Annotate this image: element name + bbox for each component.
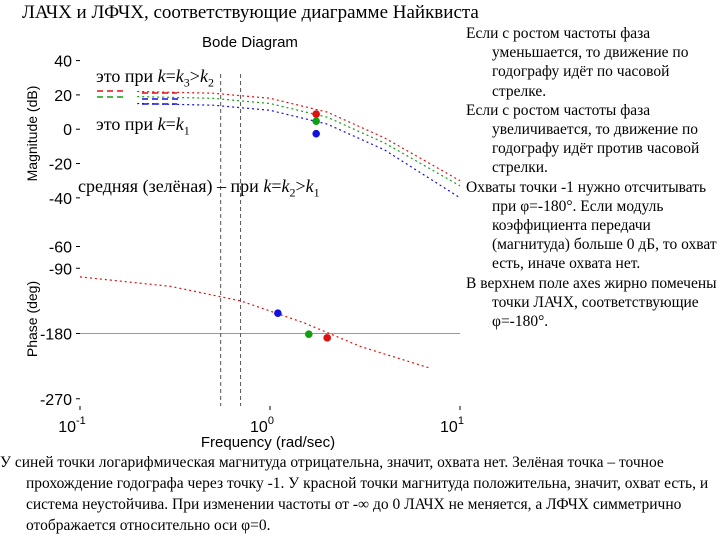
annotation-k1: это при $k=k_1$ bbox=[96, 114, 190, 138]
phase-curve bbox=[80, 277, 431, 368]
x-tick-label: $10^{-1}$ bbox=[58, 415, 86, 436]
mag-tick-label: 0 bbox=[63, 122, 72, 140]
note-encirclement: Охваты точки -1 нужно отсчитывать при φ=-180°. Если модуль коэффициента передачи (магнитуда) больше 0 дБ, то охват есть, иначе охвата нет. bbox=[466, 178, 717, 273]
note-summary: У синей точки логарифмическая магнитуда отрицательна, значит, охвата нет. Зелёная точка – точное прохождение годографа через точку -1. У красной точки магнитуда положительна, значит, охват есть, и система неустойчива. При изменении частоты от -∞ до 0 ЛАЧХ не меняется, а ЛФЧХ симметрично отображается относительно оси φ=0. bbox=[0, 454, 709, 534]
note-counterclockwise: Если с ростом частоты фаза увеличивается, то движение по годографу идёт против часовой стрелки. bbox=[466, 101, 700, 177]
annotation-k3: это при $k=k_3>k_2$ bbox=[96, 66, 214, 90]
phase-axis-label: Phase (deg) bbox=[24, 280, 40, 358]
bottom-notes bbox=[0, 452, 718, 536]
mag-tick-label: -20 bbox=[48, 156, 72, 174]
chart-title: Bode Diagram bbox=[202, 34, 298, 51]
x-tick-label: $10^0$ bbox=[250, 415, 274, 436]
x-tick-label: $10^1$ bbox=[440, 415, 464, 436]
phase-tick-label: -90 bbox=[48, 261, 72, 279]
magnitude-axis-label: Magnitude (dB) bbox=[24, 85, 40, 182]
magnitude-curve bbox=[137, 97, 460, 186]
magnitude-point bbox=[312, 130, 320, 138]
note-bold-points: В верхнем поле axes жирно помечены точки ЛАЧХ, соответствующие φ=-180°. bbox=[466, 274, 717, 331]
mag-tick-label: 40 bbox=[54, 53, 72, 71]
note-clockwise: Если с ростом частоты фаза уменьшается, то движение по годографу идёт по часовой стрелке. bbox=[466, 25, 689, 100]
magnitude-point bbox=[312, 117, 320, 125]
phase-point bbox=[323, 334, 331, 342]
mag-tick-label: 20 bbox=[54, 87, 72, 105]
phase-tick-label: -180 bbox=[39, 326, 72, 344]
x-axis-label: Frequency (rad/sec) bbox=[200, 434, 336, 451]
phase-point bbox=[305, 330, 313, 338]
side-notes bbox=[466, 24, 718, 331]
phase-point bbox=[274, 309, 282, 317]
slide-title: ЛАЧХ и ЛФЧХ, соответствующие диаграмме Найквиста bbox=[22, 2, 479, 23]
phase-tick-label: -60 bbox=[48, 239, 72, 257]
annotation-green: средняя (зелёная) – при $k=k_2>k_1$ bbox=[78, 176, 320, 200]
mag-tick-label: -40 bbox=[48, 190, 72, 208]
magnitude-point bbox=[312, 110, 320, 118]
phase-tick-label: -270 bbox=[39, 391, 72, 409]
